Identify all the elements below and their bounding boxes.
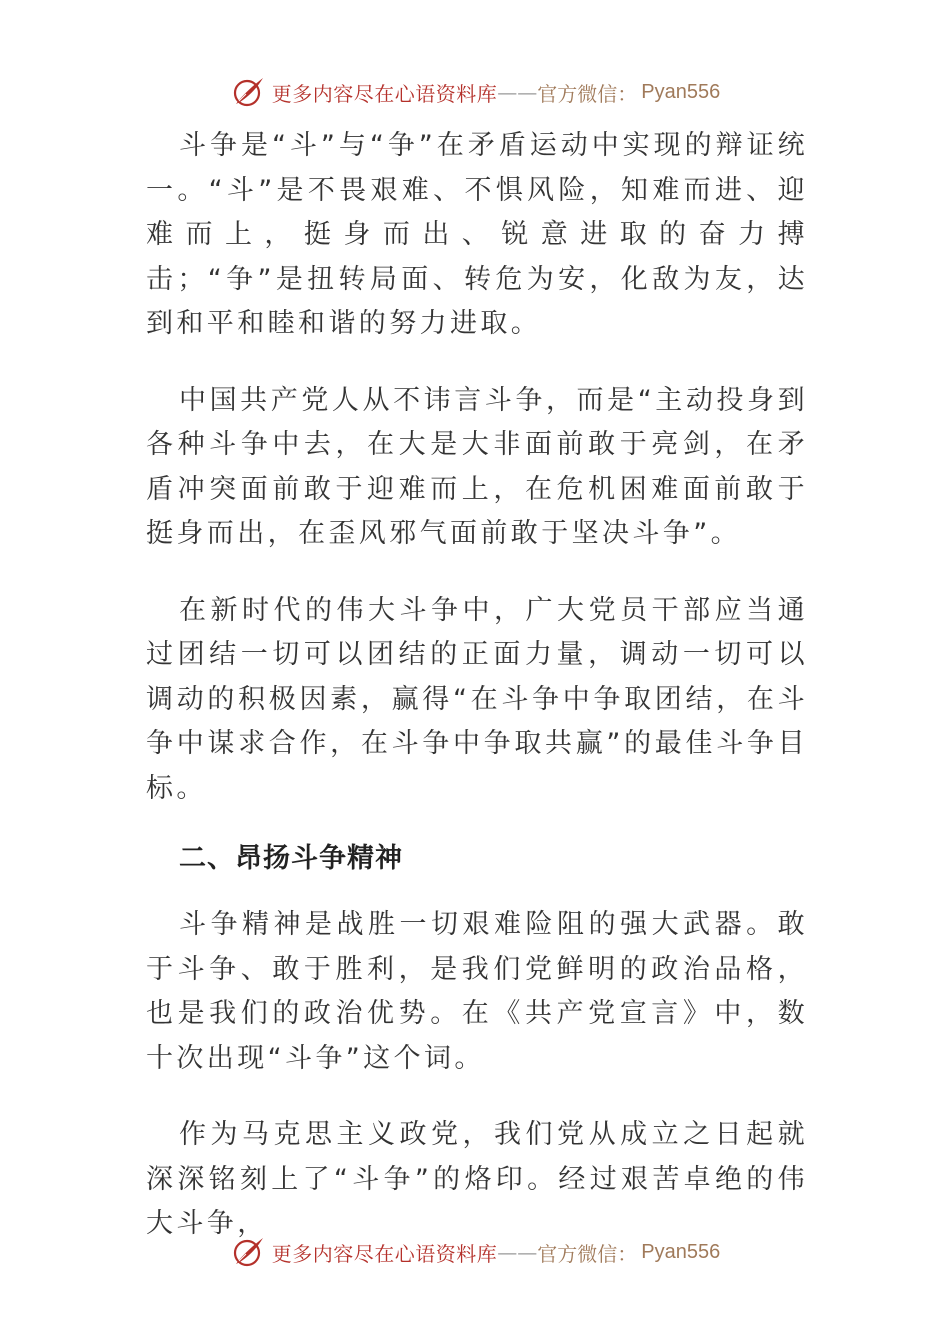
quill-circle-logo-icon (230, 1234, 266, 1270)
paragraph: 斗争精神是战胜一切艰难险阻的强大武器。敢于斗争、敢于胜利，是我们党鲜明的政治品格，也是我们的政治优势。在《共产党宣言》中，数十次出现“斗争”这个词。 (146, 909, 808, 1074)
document-body (146, 124, 808, 1279)
banner-title: 更多内容尽在心语资料库 (271, 81, 498, 106)
banner-wechat-label: 官方微信： (537, 81, 638, 106)
paragraph: 作为马克思主义政党，我们党从成立之日起就深深铭刻上了“斗争”的烙印。经过艰苦卓绝的伟大斗争， (146, 1119, 808, 1239)
banner-wechat-label: 官方微信： (537, 1241, 638, 1266)
paragraph: 斗争是“斗”与“争”在矛盾运动中实现的辩证统一。“斗”是不畏艰难、不惧风险，知难而进、迎难而上，挺身而出、锐意进取的奋力搏击；“争”是扭转局面、转危为安，化敌为友，达到和平和睦和谐的努力进取。 (146, 130, 808, 339)
quill-circle-logo-icon (230, 74, 266, 110)
banner-wechat-id: Pyan556 (641, 1240, 721, 1263)
banner-separator: —— (497, 80, 538, 104)
section-heading: 二、昂扬斗争精神 (179, 843, 403, 874)
paragraph: 在新时代的伟大斗争中，广大党员干部应当通过团结一切可以团结的正面力量，调动一切可以调动的积极因素，赢得“在斗争中争取团结，在斗争中谋求合作，在斗争中争取共赢”的最佳斗争目标。 (146, 594, 808, 804)
banner-wechat-id: Pyan556 (641, 80, 721, 103)
banner-separator: —— (497, 1240, 538, 1264)
header-banner (0, 72, 950, 112)
paragraph: 中国共产党人从不讳言斗争，而是“主动投身到各种斗争中去，在大是大非面前敢于亮剑，在矛盾冲突面前敢于迎难而上，在危机困难面前敢于挺身而出，在歪风邪气面前敢于坚决斗争”。 (146, 384, 808, 549)
footer-banner (0, 1232, 950, 1272)
banner-title: 更多内容尽在心语资料库 (271, 1241, 498, 1266)
